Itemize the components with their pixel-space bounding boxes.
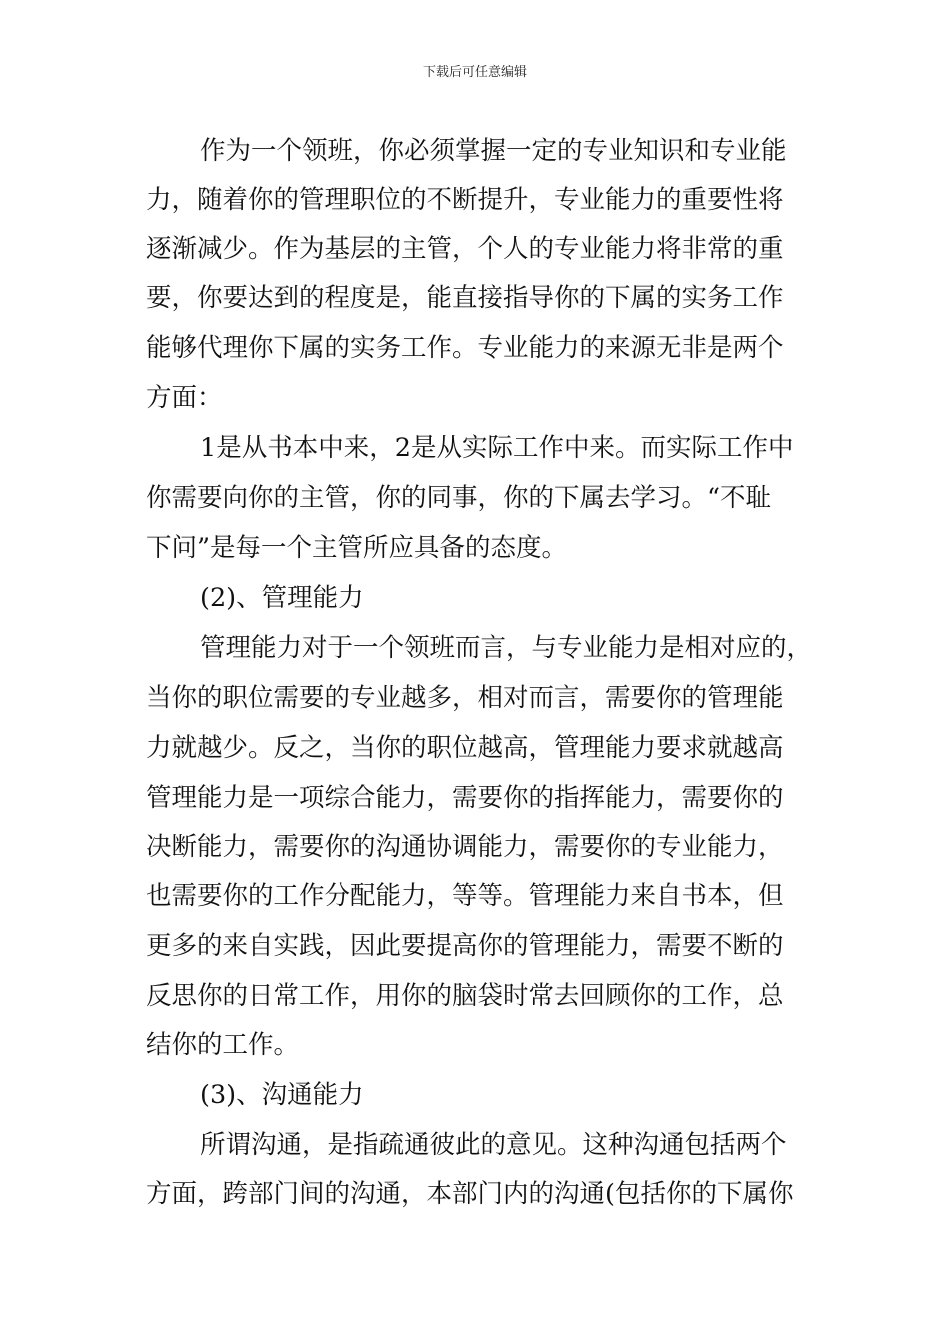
page-header: 下载后可任意编辑 xyxy=(422,65,527,80)
text-line: 逐渐减少。作为基层的主管，个人的专业能力将非常的重 xyxy=(146,234,784,264)
text-line: 管理能力是一项综合能力，需要你的指挥能力，需要你的 xyxy=(146,783,784,813)
text-line: 能够代理你下属的实务工作。专业能力的来源无非是两个 xyxy=(146,333,784,363)
text-line: 要，你要达到的程度是，能直接指导你的下属的实务工作 xyxy=(146,283,784,313)
text-line: 力，随着你的管理职位的不断提升，专业能力的重要性将 xyxy=(146,185,784,215)
text-line: 管理能力对于一个领班而言，与专业能力是相对应的， xyxy=(200,633,813,663)
section-heading: (2)、管理能力 xyxy=(200,583,364,613)
text-line: 你需要向你的主管，你的同事，你的下属去学习。“不耻 xyxy=(146,483,772,513)
text-line: 更多的来自实践，因此要提高你的管理能力，需要不断的 xyxy=(146,931,784,961)
text-line: 结你的工作。 xyxy=(146,1030,300,1060)
text-line: 当你的职位需要的专业越多，相对而言，需要你的管理能 xyxy=(146,683,784,713)
section-heading: (3)、沟通能力 xyxy=(200,1080,364,1110)
text-line: 反思你的日常工作，用你的脑袋时常去回顾你的工作，总 xyxy=(146,981,784,1011)
text-line: 方面，跨部门间的沟通，本部门内的沟通(包括你的下属你 xyxy=(146,1179,794,1209)
text-line: 决断能力，需要你的沟通协调能力，需要你的专业能力， xyxy=(146,832,784,862)
text-line: 力就越少。反之，当你的职位越高，管理能力要求就越高 xyxy=(146,733,784,763)
text-line: 1是从书本中来，2是从实际工作中来。而实际工作中 xyxy=(200,433,794,463)
text-line: 下问”是每一个主管所应具备的态度。 xyxy=(146,533,568,563)
text-line: 方面： xyxy=(146,383,223,413)
text-line: 也需要你的工作分配能力，等等。管理能力来自书本，但 xyxy=(146,881,784,911)
text-line: 所谓沟通，是指疏通彼此的意见。这种沟通包括两个 xyxy=(200,1130,787,1160)
text-line: 作为一个领班，你必须掌握一定的专业知识和专业能 xyxy=(200,136,787,166)
